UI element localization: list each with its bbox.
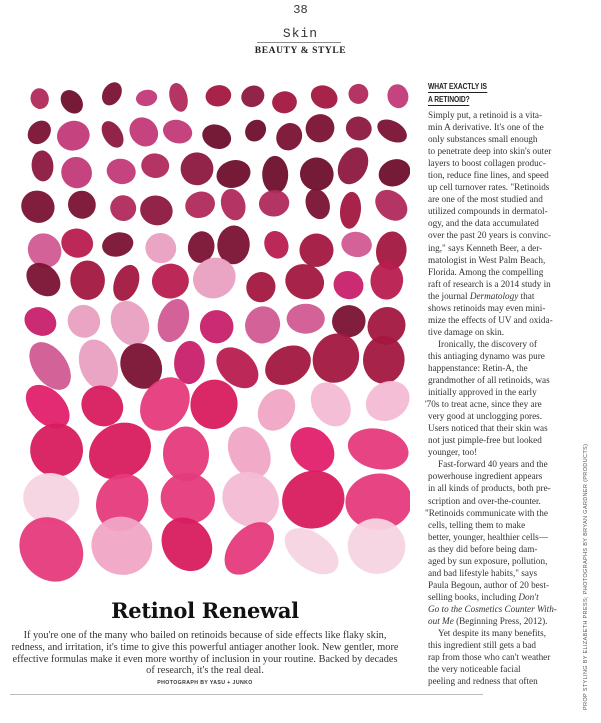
rose-petal bbox=[338, 191, 363, 230]
rose-petal bbox=[166, 81, 191, 114]
rose-petal bbox=[140, 152, 170, 179]
body-line: this antiaging dynamo was pure bbox=[428, 350, 545, 361]
body-line: and bad lifestyle habits," says bbox=[428, 567, 538, 578]
body-line bbox=[428, 603, 568, 615]
body-text: the journal bbox=[428, 290, 470, 301]
body-line: aged by sun exposure, pollution, bbox=[428, 555, 548, 566]
rose-petal bbox=[98, 79, 126, 109]
rose-petal bbox=[250, 382, 302, 437]
rose-petal bbox=[135, 88, 159, 108]
rose-petal bbox=[54, 117, 93, 154]
section-name: Skin bbox=[282, 26, 319, 41]
body-line: utilized compounds in dermatol- bbox=[428, 206, 548, 217]
rose-petal bbox=[304, 325, 367, 391]
body-line: scription and over-the-counter. bbox=[428, 495, 541, 506]
body-line: grandmother of all retinoids, was bbox=[428, 375, 550, 386]
rose-petal bbox=[373, 115, 410, 148]
body-line: not just pimple-free but looked bbox=[428, 435, 542, 446]
rose-petal bbox=[369, 183, 410, 227]
body-line: shows retinoids may even mini- bbox=[428, 302, 546, 313]
rose-petal bbox=[345, 80, 372, 107]
rose-petal bbox=[108, 261, 144, 305]
rose-petal bbox=[105, 190, 141, 226]
rose-petal bbox=[70, 260, 106, 301]
body-line: powerhouse ingredient appears bbox=[428, 471, 543, 482]
rose-petal bbox=[204, 83, 233, 108]
body-line: happenstance: Retin-A, the bbox=[428, 362, 528, 373]
body-line: peeling and redness that often bbox=[428, 676, 538, 687]
rose-petal bbox=[301, 185, 334, 222]
body-line: to penetrate deep into skin's outer bbox=[428, 146, 552, 157]
rose-petal bbox=[241, 116, 271, 146]
article-dek: If you're one of the many who bailed on retinoids because of side effects like flaky skin, redness, and irritation, it's time to give this powerful antiager another look. New gentler, more effective formulas make it even more worthy of inclusion in your routine. Backed by decades of research, it's the real deal. bbox=[11, 630, 399, 677]
rose-petal bbox=[301, 109, 340, 148]
rose-petal bbox=[238, 82, 269, 111]
rose-petal bbox=[29, 87, 51, 111]
rose-petal bbox=[196, 306, 237, 347]
section-divider bbox=[257, 42, 341, 43]
rose-petal bbox=[307, 81, 341, 113]
body-line: tion, reduce fine lines, and speed bbox=[428, 170, 549, 181]
rose-petal bbox=[257, 188, 291, 218]
body-line: the very noticeable facial bbox=[428, 664, 521, 675]
body-text: that bbox=[518, 290, 535, 301]
body-line: mize the effects of UV and oxida- bbox=[428, 314, 553, 325]
body-line: only substances small enough bbox=[428, 134, 538, 145]
rose-petal bbox=[20, 302, 62, 341]
body-line: in all kinds of products, both pre- bbox=[428, 483, 551, 494]
rose-petal bbox=[340, 230, 374, 260]
rose-petal bbox=[160, 116, 195, 146]
body-line: Paula Begoun, author of 20 best- bbox=[428, 579, 549, 590]
rose-petal bbox=[26, 419, 87, 481]
rose-petal bbox=[99, 229, 136, 260]
rose-petal bbox=[58, 225, 96, 261]
rose-petal bbox=[303, 375, 359, 434]
rose-petal bbox=[332, 142, 375, 189]
rose-petal bbox=[385, 82, 410, 110]
rose-petal bbox=[152, 295, 195, 347]
body-line bbox=[428, 591, 568, 603]
body-line bbox=[428, 615, 568, 627]
rose-petal bbox=[141, 228, 181, 268]
rose-petal bbox=[213, 156, 254, 192]
body-line: Florida. Among the compelling bbox=[428, 266, 544, 277]
rose-petal bbox=[240, 302, 285, 348]
rose-petal bbox=[16, 185, 61, 229]
body-line: as they did before being dam- bbox=[428, 543, 538, 554]
body-line: younger, too! bbox=[428, 447, 478, 458]
body-line: this ingredient still gets a bad bbox=[428, 640, 536, 651]
body-line: cells, telling them to make bbox=[428, 519, 526, 530]
page-number: 38 bbox=[293, 3, 308, 17]
body-line: min A derivative. It's one of the bbox=[428, 122, 544, 133]
rose-petal bbox=[262, 156, 289, 194]
sidebar-body bbox=[425, 109, 568, 687]
body-line: ing," says Kenneth Beer, a der- bbox=[428, 242, 543, 253]
rose-petal bbox=[56, 151, 98, 194]
body-text: selling books, including bbox=[428, 591, 519, 602]
body-line: are one of the most studied and bbox=[428, 194, 543, 205]
rose-petal bbox=[181, 187, 218, 222]
body-line: initially approved in the early bbox=[428, 387, 537, 398]
body-line: Users noticed that their skin was bbox=[428, 423, 548, 434]
rose-petal bbox=[287, 304, 325, 334]
body-line: raft of research is a 2014 study in bbox=[428, 278, 551, 289]
rose-petal bbox=[199, 120, 235, 153]
rose-petal bbox=[275, 463, 352, 536]
rose-petal bbox=[124, 111, 165, 152]
body-line: "Retinoids communicate with the bbox=[425, 507, 548, 518]
rose-petal bbox=[329, 267, 367, 304]
bottom-divider bbox=[10, 694, 483, 695]
rose-petal bbox=[61, 299, 106, 345]
section-subtitle: BEAUTY & STYLE bbox=[254, 46, 347, 56]
rose-petal bbox=[173, 340, 206, 385]
body-text: (Beginning Press, 2012). bbox=[453, 615, 548, 626]
sidebar-heading bbox=[428, 80, 548, 106]
rose-petal bbox=[271, 118, 307, 155]
rose-petal bbox=[84, 509, 159, 582]
sidebar-heading-line1: WHAT EXACTLY IS bbox=[428, 82, 487, 91]
body-line: matologist in West Palm Beach, bbox=[428, 254, 546, 265]
vertical-photo-credit: PROP STYLING BY ELIZABETH PRESS; PHOTOGRAPHS BY BRYAN GARDNER (PRODUCTS) bbox=[583, 443, 589, 710]
rose-petal bbox=[31, 150, 55, 182]
rose-petal bbox=[297, 231, 337, 270]
rose-petal bbox=[150, 261, 191, 301]
book-title: Go to the Cosmetics Counter With- bbox=[428, 603, 557, 614]
journal-title: Dermatology bbox=[469, 290, 519, 301]
rose-petal bbox=[344, 514, 410, 578]
photo-credit: PHOTOGRAPH BY YASU + JUNKO bbox=[157, 680, 253, 686]
book-title: Don't bbox=[518, 591, 539, 602]
body-line: Fast-forward 40 years and the bbox=[438, 459, 548, 470]
body-line: '70s to treat acne, since they are bbox=[425, 399, 542, 410]
body-line: Simply put, a retinoid is a vita- bbox=[428, 110, 543, 120]
book-title: out Me bbox=[428, 615, 454, 626]
rose-petal bbox=[179, 151, 215, 187]
rose-petal bbox=[136, 191, 176, 229]
article-headline: Retinol Renewal bbox=[111, 598, 299, 623]
sidebar-heading-line2: A RETINOID? bbox=[428, 95, 470, 104]
rose-petal bbox=[56, 86, 87, 118]
body-line: tive damage on skin. bbox=[428, 326, 505, 337]
body-line: better, younger, healthier cells— bbox=[428, 531, 548, 542]
rose-petal bbox=[23, 116, 56, 149]
rose-petal bbox=[344, 423, 410, 475]
rose-petal bbox=[217, 186, 250, 224]
rose-petal bbox=[63, 185, 102, 224]
rose-petal bbox=[362, 335, 405, 384]
body-line: rap from those who can't weather bbox=[428, 652, 551, 663]
body-line: over the past 20 years is convinc- bbox=[428, 230, 551, 241]
rose-petal bbox=[344, 114, 374, 142]
body-line bbox=[428, 290, 568, 302]
rose-petal bbox=[271, 90, 298, 114]
body-line: up cell turnover rates. "Retinoids bbox=[428, 182, 550, 193]
rose-petal bbox=[242, 268, 280, 306]
rose-petal bbox=[258, 338, 318, 393]
rose-petal bbox=[375, 154, 410, 191]
rose-petal bbox=[103, 294, 156, 352]
body-line: Yet despite its many benefits, bbox=[438, 628, 547, 639]
rose-petals-photo bbox=[10, 78, 410, 598]
rose-petal bbox=[151, 508, 222, 581]
rose-petal bbox=[104, 156, 138, 187]
sidebar-article bbox=[425, 80, 568, 687]
rose-petal bbox=[260, 227, 292, 262]
body-line: ogy, and the data accumulated bbox=[428, 218, 539, 229]
body-line: Ironically, the discovery of bbox=[438, 338, 537, 349]
body-line: very good at unclogging pores. bbox=[428, 411, 543, 422]
body-line: layers to boost collagen produc- bbox=[428, 158, 546, 169]
rose-petal bbox=[97, 117, 128, 151]
